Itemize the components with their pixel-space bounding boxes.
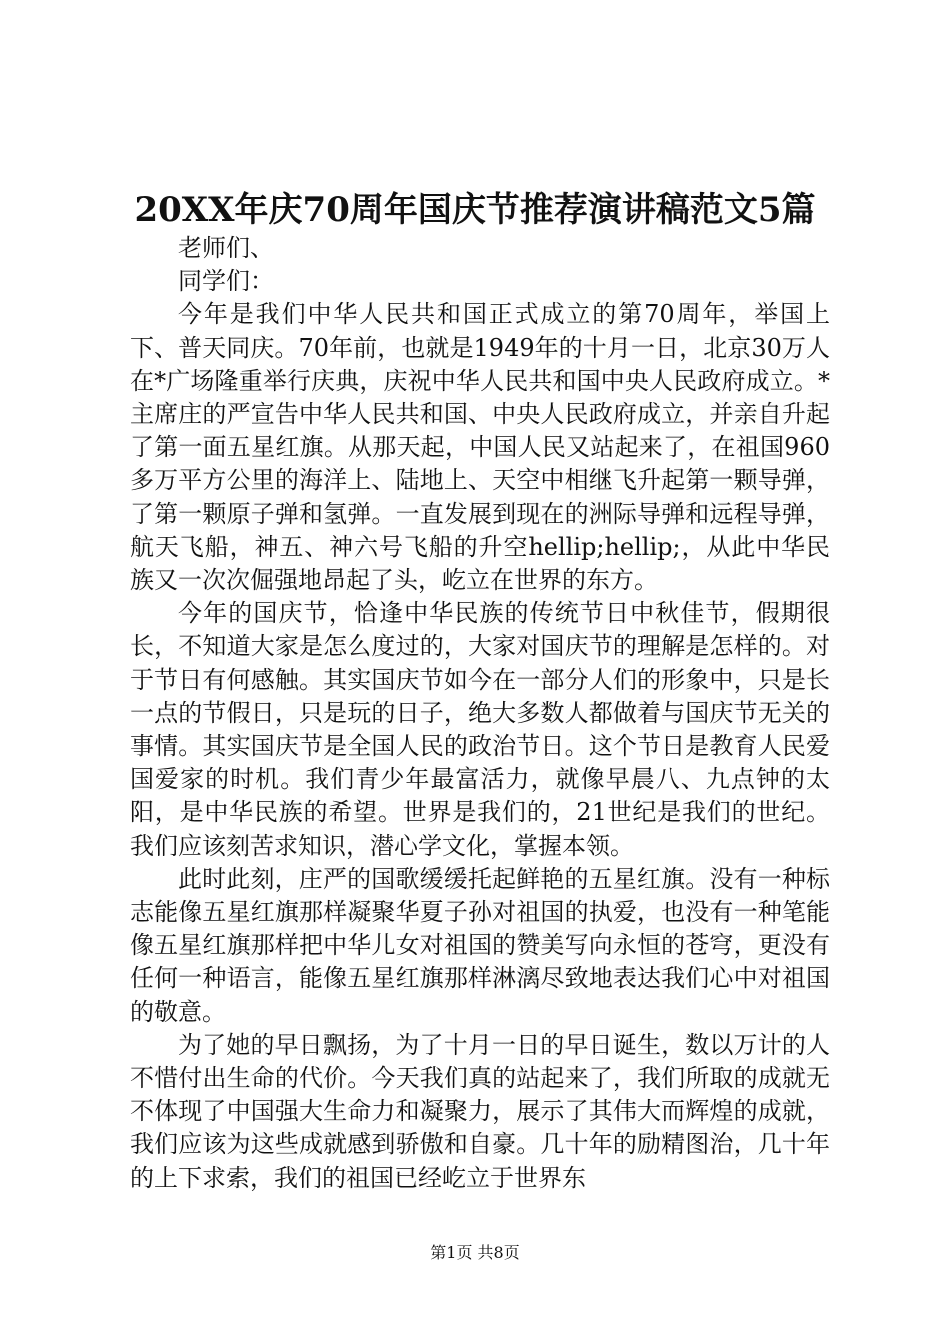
salutation-teachers: 老师们、 [178, 234, 274, 262]
body-paragraph: 此时此刻，庄严的国歌缓缓托起鲜艳的五星红旗。没有一种标志能像五星红旗那样凝聚华夏子孙对祖国的执爱，也没有一种笔能像五星红旗那样把中华儿女对祖国的赞美写向永恒的苍穹，更没有任何一种语言，能像五星红旗那样淋漓尽致地表达我们心中对祖国的敬意。 [130, 864, 830, 1026]
page-footer: 第1页 共8页 [430, 1243, 520, 1262]
body-paragraph: 为了她的早日飘扬，为了十月一日的早日诞生，数以万计的人不惜付出生命的代价。今天我们真的站起来了，我们所取的成就无不体现了中国强大生命力和凝聚力，展示了其伟大而辉煌的成就，我们应该为这些成就感到骄傲和自豪。几十年的励精图治，几十年的上下求索，我们的祖国已经屹立于世界东 [130, 1030, 830, 1192]
body-paragraph: 今年是我们中华人民共和国正式成立的第70周年，举国上下、普天同庆。70年前，也就是1949年的十月一日，北京30万人在*广场隆重举行庆典，庆祝中华人民共和国中央人民政府成立。*主席庄的严宣告中华人民共和国、中央人民政府成立，并亲自升起了第一面五星红旗。从那天起，中国人民又站起来了，在祖国960多万平方公里的海洋上、陆地上、天空中相继飞升起第一颗导弹，了第一颗原子弹和氢弹。一直发展到现在的洲际导弹和远程导弹，航天飞船，神五、神六号飞船的升空hellip;hellip;，从此中华民族又一次次倔强地昂起了头，屹立在世界的东方。 [130, 300, 830, 595]
body-paragraph: 今年的国庆节，恰逢中华民族的传统节日中秋佳节，假期很长，不知道大家是怎么度过的，大家对国庆节的理解是怎样的。对于节日有何感触。其实国庆节如今在一部分人们的形象中，只是长一点的节假日，只是玩的日子，绝大多数人都做着与国庆节无关的事情。其实国庆节是全国人民的政治节日。这个节日是教育人民爱国爱家的时机。我们青少年最富活力，就像早晨八、九点钟的太阳，是中华民族的希望。世界是我们的，21世纪是我们的世纪。我们应该刻苦求知识，潜心学文化，掌握本领。 [130, 599, 830, 860]
salutation-students: 同学们： [178, 267, 274, 296]
document-title: 20XX年庆70周年国庆节推荐演讲稿范文5篇 [134, 190, 816, 230]
document-body [130, 232, 830, 1195]
